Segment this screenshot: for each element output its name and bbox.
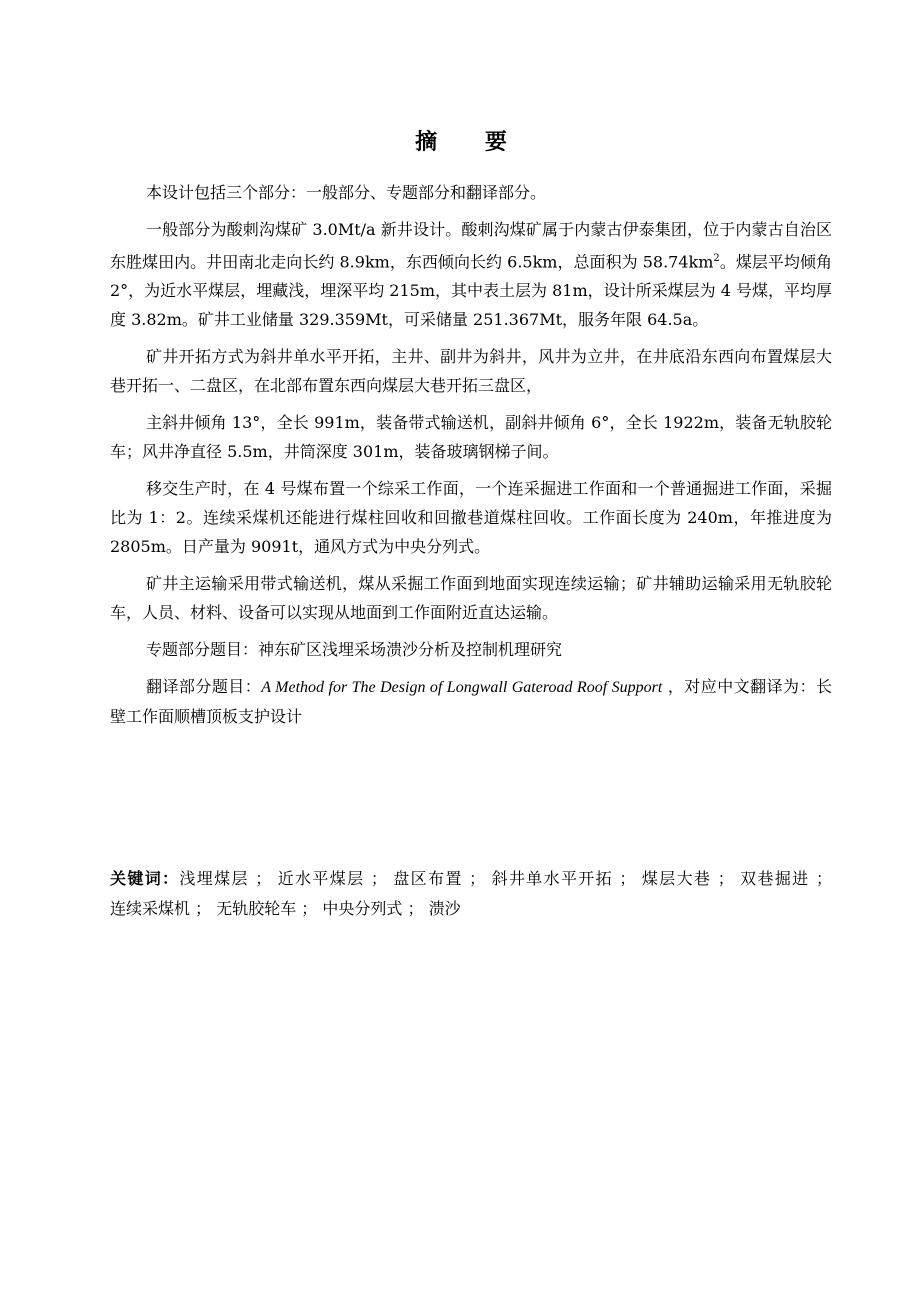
keyword-item: 近水平煤层 ； xyxy=(277,869,387,888)
paragraph-translation-topic xyxy=(110,672,832,731)
translation-prefix: 翻译部分题目： xyxy=(146,677,262,697)
keyword-item: 斜井单水平开拓 ； xyxy=(491,869,636,888)
keywords-section xyxy=(110,864,832,924)
paragraph-shafts: 主斜井倾角 13°，全长 991m，装备带式输送机，副斜井倾角 6°，全长 1922m，装备无轨胶轮车；风井净直径 5.5m，井筒深度 301m，装备玻璃钢梯子间。 xyxy=(110,413,832,462)
abstract-title: 摘 要 xyxy=(415,130,527,155)
abstract-body xyxy=(110,178,832,739)
paragraph-special-topic: 专题部分题目：神东矿区浅埋采场溃沙分析及控制机理研究 xyxy=(146,640,563,660)
keyword-item: 中央分列式 ； xyxy=(322,899,424,918)
keyword-item: 连续采煤机 ； xyxy=(110,899,212,918)
area-unit-superscript: 2 xyxy=(713,253,720,264)
paragraph-production: 移交生产时，在 4 号煤布置一个综采工作面，一个连采掘进工作面和一个普通掘进工作面，采掘比为 1：2。连续采煤机还能进行煤柱回收和回撤巷道煤柱回收。工作面长度为 240m，年推进度为 2805m。日产量为 9091t，通风方式为中央分列式。 xyxy=(110,479,832,557)
general-part-text-a: 一般部分为酸刺沟煤矿 3.0Mt/a 新井设计。酸刺沟煤矿属于内蒙古伊泰集团，位于内蒙古自治区东胜煤田内。井田南北走向长约 8.9km，东西倾向长约 6.5km，总面积为 58.74km xyxy=(110,220,832,272)
keyword-item: 盘区布置 ； xyxy=(393,869,486,888)
keyword-item: 双巷掘进 ； xyxy=(740,869,832,888)
general-part-text-b: 。煤层平均倾角 2°，为近水平煤层，埋藏浅，埋深平均 215m，其中表土层为 81m，设计所采煤层为 4 号煤，平均厚度 3.82m。矿井工业储量 329.359Mt，可采储量 251.367Mt，服务年限 64.5a。 xyxy=(110,252,832,330)
paragraph-development: 矿井开拓方式为斜井单水平开拓，主井、副井为斜井，风井为立井，在井底沿东西向布置煤层大巷开拓一、二盘区，在北部布置东西向煤层大巷开拓三盘区， xyxy=(110,347,832,396)
paragraph-general-part xyxy=(110,215,832,334)
translation-suffix: ，对应中文翻译为：长壁工作面顺槽顶板支护设计 xyxy=(110,677,832,727)
keyword-item: 溃沙 xyxy=(428,899,461,918)
keywords-label: 关键词： xyxy=(110,869,180,888)
keyword-item: 煤层大巷 ； xyxy=(641,869,734,888)
keyword-item: 浅埋煤层 ； xyxy=(179,869,272,888)
paragraph-transport: 矿井主运输采用带式输送机，煤从采掘工作面到地面实现连续运输；矿井辅助运输采用无轨胶轮车，人员、材料、设备可以实现从地面到工作面附近直达运输。 xyxy=(110,574,832,623)
keyword-item: 无轨胶轮车 ； xyxy=(216,899,318,918)
paragraph-overview: 本设计包括三个部分：一般部分、专题部分和翻译部分。 xyxy=(146,183,547,202)
translation-english-title: A Method for The Design of Longwall Gateroad Roof Support xyxy=(261,679,663,697)
